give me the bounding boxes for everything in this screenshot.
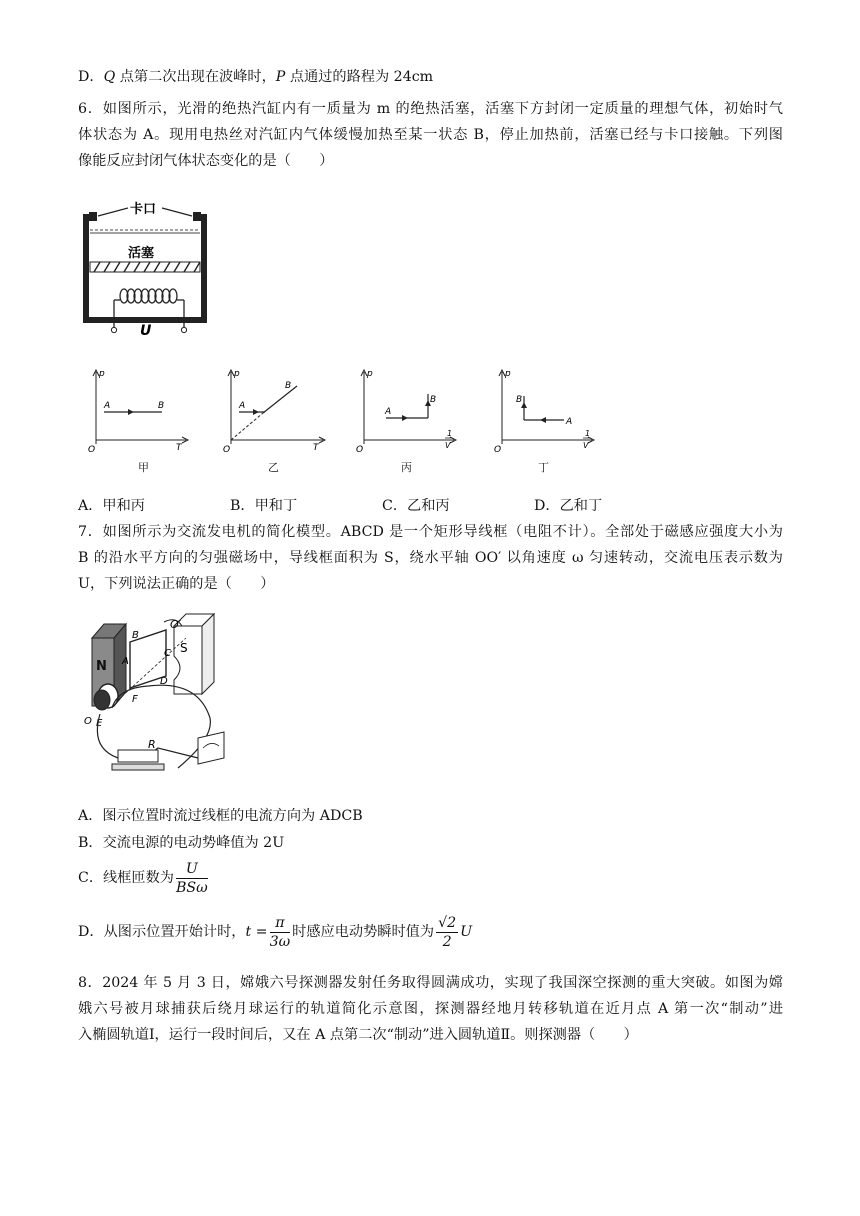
magnet-s-side [202,614,214,694]
point-a-label: A [104,401,111,411]
terminal-right [181,327,186,332]
coil-c-label: C [164,648,171,659]
coil-a-label: A [122,656,129,667]
magnet-n-label: N [96,659,107,674]
point-b-label: B [285,381,292,391]
q6-option-a[interactable]: A．甲和丙 [78,498,145,514]
brush-f-label: F [132,694,138,705]
q7-option-d-value-denominator: 2 [442,933,452,950]
y-axis-label: p [505,369,511,379]
x-axis-denominator: V [445,441,451,450]
q5-option-d-text2: 点通过的路程为 24cm [285,69,434,85]
y-axis-label: p [99,369,105,379]
magnet-s-label: S [180,641,188,655]
axis-o-prime-label: O′ [170,618,182,631]
process-arrow [253,409,259,415]
q5-option-d [78,67,783,87]
q7-option-d-u: U [460,924,473,940]
resistor [118,750,158,762]
q5-option-d-p: P [275,69,286,85]
point-b-label: B [516,395,523,405]
coil-d-label: D [160,676,168,687]
magnet-s-front [174,626,202,694]
graph-ding [494,366,604,458]
q7-option-c-numerator: U [176,860,208,879]
stop-label: 卡口 [130,202,157,217]
q6-stem-line1: 6．如图所示，光滑的绝热汽缸内有一质量为 m 的绝热活塞，活塞下方封闭一定质量的理想气体，初始时气 [78,101,783,117]
y-axis-label: p [234,369,240,379]
resistor-label: R [148,738,156,751]
q6-option-b[interactable]: B．甲和丁 [230,498,298,514]
process-line-sloped [263,386,297,413]
q6-stem-line2: 体状态为 A。现用电热丝对汽缸内气体缓慢加热至某一状态 B，停止加热前，活塞已经与卡口接触。下列图 [78,127,783,143]
q8-stem-line3: 入椭圆轨道Ⅰ，运行一段时间后，又在 A 点第二次“制动”进入圆轨道Ⅱ。则探测器（ ） [78,1027,638,1043]
dashed-extension [231,413,263,440]
process-arrow-horizontal [540,417,546,423]
origin-label: O [88,445,96,455]
terminal-left [111,327,116,332]
origin-label: O [223,445,231,455]
process-arrow-horizontal [402,415,408,421]
origin-label: O [356,445,364,455]
process-arrow [128,409,134,415]
point-b-label: B [158,401,165,411]
stop-pointer-left [98,208,128,216]
q8-stem-line1: 8．2024 年 5 月 3 日，嫦娥六号探测器发射任务取得圆满成功，实现了我国深空探测的重大突破。如图为嫦 [78,975,783,991]
point-a-label: A [385,407,392,417]
q7-option-d-value-fraction [436,914,458,951]
graph-jia [86,366,196,456]
axis-o-label: O [84,716,92,727]
point-a-label: A [239,401,246,411]
origin-label: O [494,445,502,455]
graph-yi-caption: 乙 [268,461,279,474]
q7-option-d-t: t = [245,924,268,940]
q7-stem-line2: B 的沿水平方向的匀强磁场中，导线框面积为 S，绕水平轴 OO′ 以角速度 ω 匀速转动，交流电压表示数为 [78,550,783,566]
q7-option-d-text1: D．从图示位置开始计时， [78,924,246,940]
brush-e-label: E [96,718,103,729]
q7-option-d-time-fraction [270,914,291,951]
x-axis-label: T [313,443,319,453]
q7-option-d-time-numerator: π [270,914,291,933]
graph-ding-caption: 丁 [538,461,549,474]
q7-option-c[interactable] [78,858,783,898]
voltmeter-body [198,732,224,764]
graph-bing-caption: 丙 [401,461,412,474]
q5-option-d-text1: 点第二次出现在波峰时， [115,69,276,85]
q7-option-c-text: C．线框匝数为 [78,870,174,886]
point-a-label: A [566,417,573,427]
stop-left [89,212,97,221]
coil-b-label: B [132,630,139,641]
q7-option-d-text2: 时感应电动势瞬时值为 [292,924,435,940]
q7-option-d-value-numerator: √2 [438,914,457,931]
stop-pointer-right [162,208,192,216]
graph-jia-caption: 甲 [138,461,149,474]
piston-label: 活塞 [128,246,155,261]
x-axis-label: T [176,443,182,453]
y-axis-label: p [367,369,373,379]
x-axis-numerator: 1 [447,429,453,438]
q6-option-d[interactable]: D．乙和丁 [534,498,603,514]
q8-stem-line2: 娥六号被月球捕获后绕月球运行的轨道简化示意图，探测器经地月转移轨道在近月点 A 第一次“制动”进 [78,1001,783,1017]
slip-ring-inner [94,690,110,710]
q7-option-d[interactable] [78,912,783,952]
q5-option-d-q: Q [103,69,116,85]
q7-stem-line3: U，下列说法正确的是（ ） [78,576,275,592]
q7-option-a[interactable]: A．图示位置时流过线框的电流方向为 ADCB [78,808,363,824]
resistor-base [112,764,164,770]
x-axis-numerator: 1 [585,429,591,438]
stop-right [193,212,201,221]
q6-cylinder-figure [76,196,216,336]
q7-option-c-fraction [176,860,208,897]
q5-option-d-letter: D． [78,69,104,85]
q7-option-c-denominator: BSω [175,879,208,896]
voltage-label: U [140,323,152,336]
point-b-label: B [430,395,437,405]
q7-option-d-time-denominator: 3ω [269,933,291,950]
q6-stem-line3: 像能反应封闭气体状态变化的是（ ） [78,153,334,169]
q6-option-c[interactable]: C．乙和丙 [382,498,450,514]
q7-option-b[interactable]: B．交流电源的电动势峰值为 2U [78,835,285,851]
x-axis-denominator: V [583,441,589,450]
q7-generator-figure [78,608,228,783]
graph-bing [356,366,466,458]
graph-yi [223,366,333,456]
q7-stem-line1: 7．如图所示为交流发电机的简化模型。ABCD 是一个矩形导线框（电阻不计）。全部处于磁感应强度大小为 [78,524,783,540]
